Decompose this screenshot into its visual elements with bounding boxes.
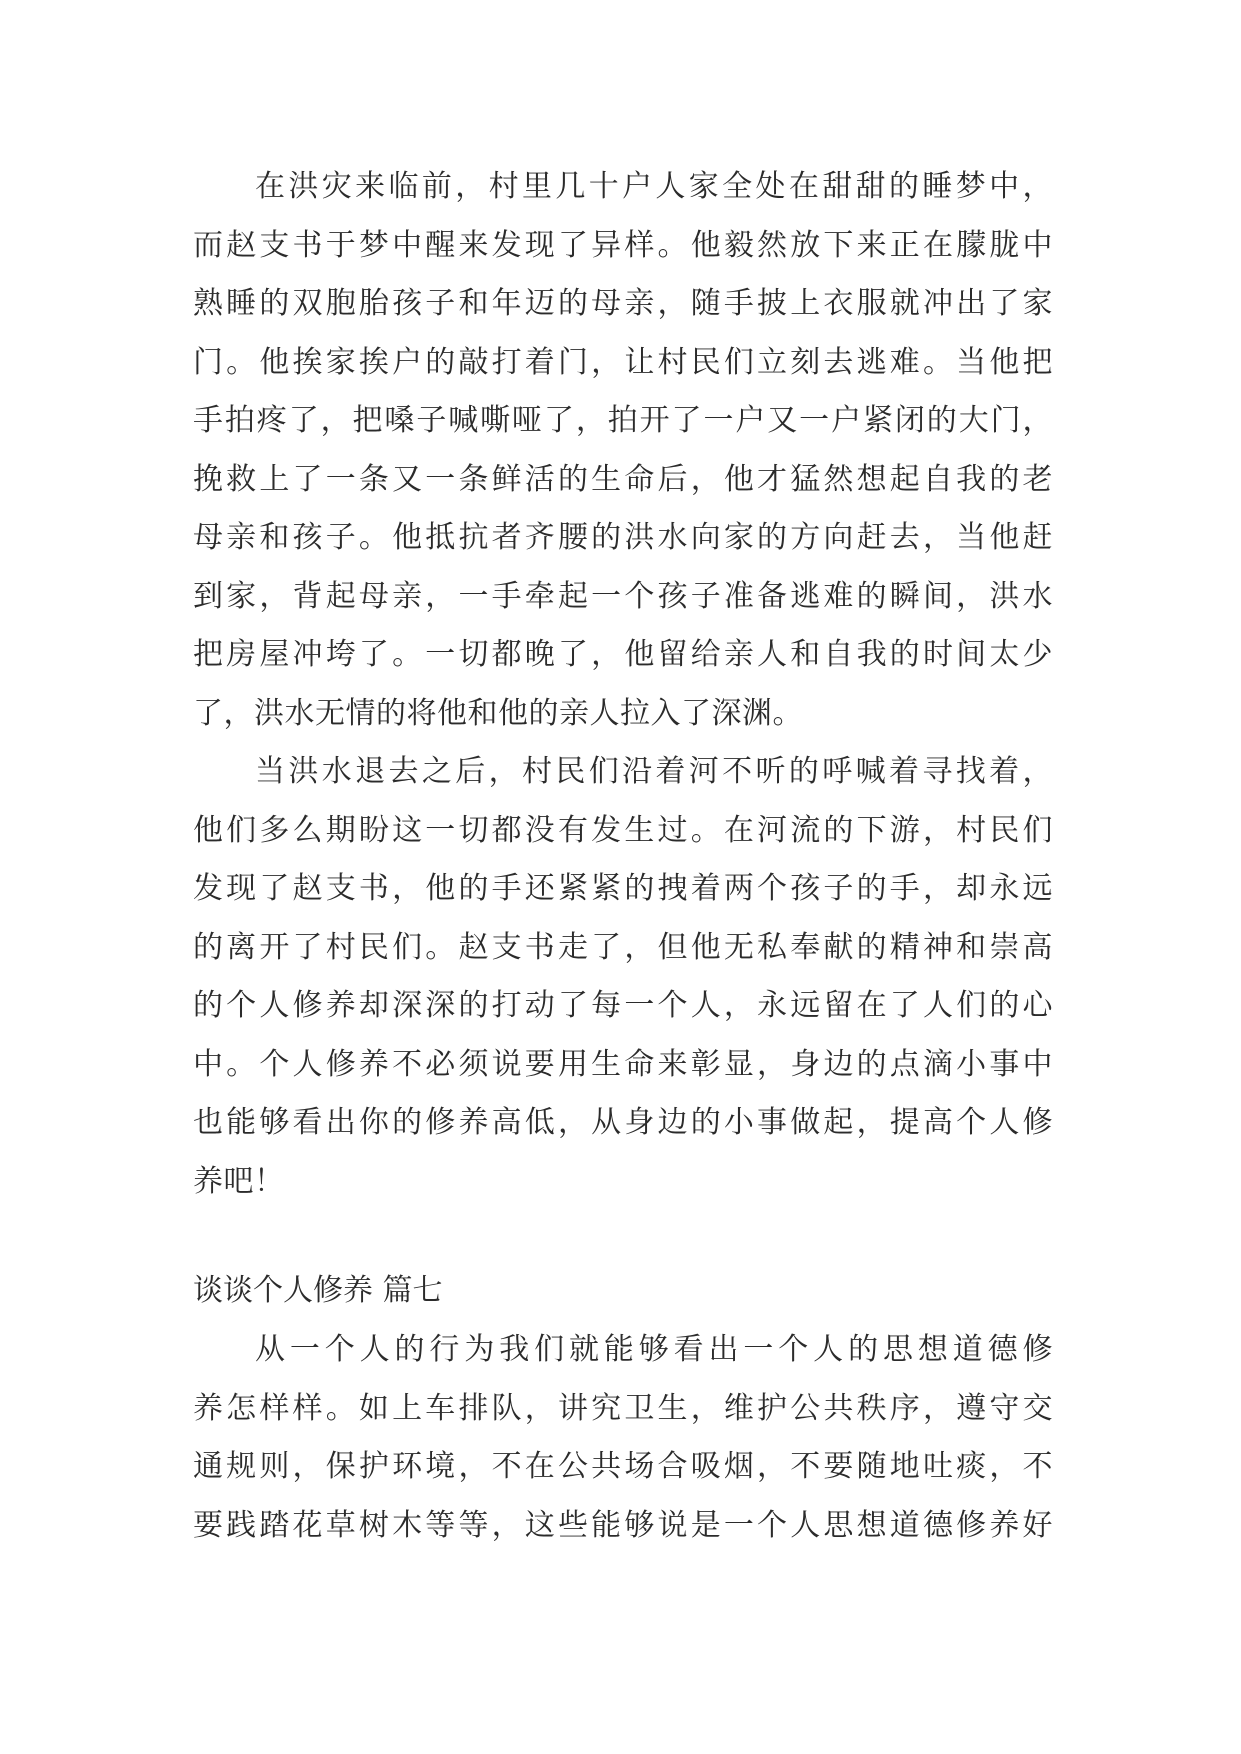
section-heading: 谈谈个人修养 篇七 [193, 1273, 443, 1308]
paragraph-2-line-2: 他们多么期盼这一切都没有发生过。在河流的下游，村民们 [193, 812, 1053, 848]
paragraph-2-line-1: 当洪水退去之后，村民们沿着河不听的呼喊着寻找着， [255, 754, 1053, 789]
paragraph-3-line-3: 通规则，保护环境，不在公共场合吸烟，不要随地吐痰，不 [193, 1449, 1053, 1484]
paragraph-1-line-5: 手拍疼了，把嗓子喊嘶哑了，拍开了一户又一户紧闭的大门， [193, 403, 1053, 438]
paragraph-1-line-7: 母亲和孩子。他抵抗者齐腰的洪水向家的方向赶去，当他赶 [193, 520, 1053, 555]
paragraph-1-line-3: 熟睡的双胞胎孩子和年迈的母亲，随手披上衣服就冲出了家 [193, 286, 1053, 321]
paragraph-1-line-10: 了，洪水无情的将他和他的亲人拉入了深渊。 [193, 695, 803, 731]
paragraph-3-line-1: 从一个人的行为我们就能够看出一个人的思想道德修 [255, 1332, 1053, 1367]
paragraph-2-line-3: 发现了赵支书，他的手还紧紧的拽着两个孩子的手，却永远 [193, 871, 1053, 906]
paragraph-2-line-6: 中。个人修养不必须说要用生命来彰显，身边的点滴小事中 [193, 1046, 1053, 1082]
paragraph-2-line-5: 的个人修养却深深的打动了每一个人，永远留在了人们的心 [193, 988, 1053, 1023]
paragraph-1-line-2: 而赵支书于梦中醒来发现了异样。他毅然放下来正在朦胧中 [193, 227, 1053, 263]
paragraph-1-line-4: 门。他挨家挨户的敲打着门，让村民们立刻去逃难。当他把 [193, 344, 1053, 380]
paragraph-3-line-2: 养怎样样。如上车排队，讲究卫生，维护公共秩序，遵守交 [193, 1390, 1053, 1426]
section-body [193, 1321, 1053, 1555]
paragraph-3-line-4: 要践踏花草树木等等，这些能够说是一个人思想道德修养好 [193, 1507, 1053, 1543]
paragraph-2-line-8: 养吧！ [193, 1163, 285, 1199]
paragraph-2-line-7: 也能够看出你的修养高低，从身边的小事做起，提高个人修 [193, 1105, 1053, 1140]
paragraph-2-line-4: 的离开了村民们。赵支书走了，但他无私奉献的精神和崇高 [193, 929, 1053, 965]
paragraph-1-line-1: 在洪灾来临前，村里几十户人家全处在甜甜的睡梦中， [255, 169, 1053, 204]
paragraph-1-line-6: 挽救上了一条又一条鲜活的生命后，他才猛然想起自我的老 [193, 461, 1053, 497]
story-body [193, 158, 1053, 1211]
paragraph-1-line-8: 到家，背起母亲，一手牵起一个孩子准备逃难的瞬间，洪水 [193, 578, 1053, 614]
paragraph-1-line-9: 把房屋冲垮了。一切都晚了，他留给亲人和自我的时间太少 [193, 637, 1053, 672]
